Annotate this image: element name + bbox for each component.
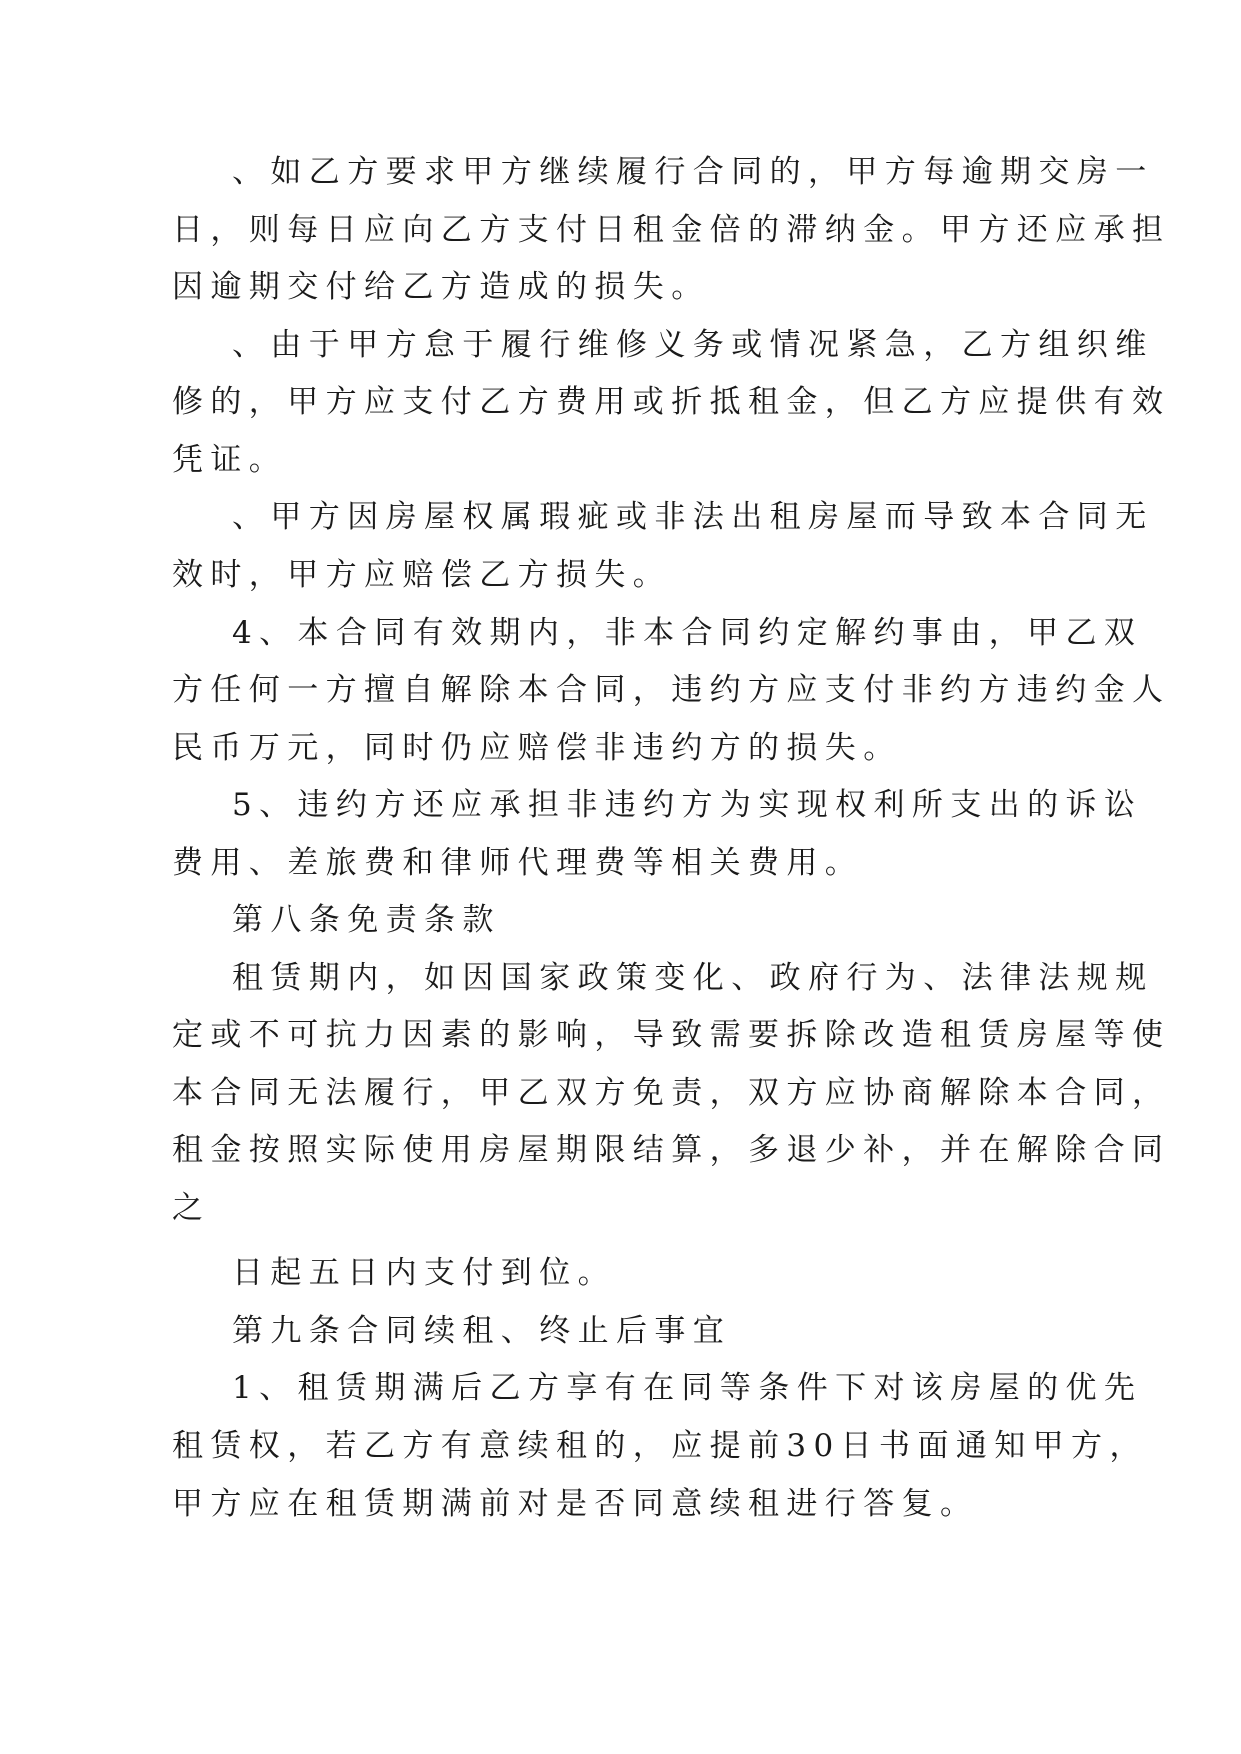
text-line: 租赁期内，如因国家政策变化、政府行为、法律法规规	[232, 960, 1154, 996]
text-line: 因逾期交付给乙方造成的损失。	[172, 269, 710, 305]
text-line: 方任何一方擅自解除本合同，违约方应支付非约方违约金人	[172, 672, 1171, 708]
text-line: 、甲方因房屋权属瑕疵或非法出租房屋而导致本合同无	[232, 499, 1154, 535]
text-line: 、如乙方要求甲方继续履行合同的，甲方每逾期交房一	[232, 154, 1154, 190]
text-line: 日起五日内支付到位。	[232, 1255, 616, 1291]
section-heading: 第九条合同续租、终止后事宜	[232, 1313, 732, 1349]
text-line: 1、租赁期满后乙方享有在同等条件下对该房屋的优先	[232, 1370, 1143, 1406]
text-line: 民币万元，同时仍应赔偿非违约方的损失。	[172, 730, 902, 766]
text-line: 定或不可抗力因素的影响，导致需要拆除改造租赁房屋等使	[172, 1017, 1171, 1053]
text-line: 5、违约方还应承担非违约方为实现权利所支出的诉讼	[232, 787, 1143, 823]
text-line: 凭证。	[172, 442, 288, 478]
section-heading: 第八条免责条款	[232, 902, 501, 938]
text-line: 租金按照实际使用房屋期限结算，多退少补，并在解除合同	[172, 1132, 1171, 1168]
text-line: 本合同无法履行，甲乙双方免责，双方应协商解除本合同，	[172, 1075, 1171, 1111]
text-line: 、由于甲方怠于履行维修义务或情况紧急，乙方组织维	[232, 327, 1154, 363]
text-line: 费用、差旅费和律师代理费等相关费用。	[172, 845, 864, 881]
text-line: 4、本合同有效期内，非本合同约定解约事由，甲乙双	[232, 615, 1143, 651]
text-line: 甲方应在租赁期满前对是否同意续租进行答复。	[172, 1486, 979, 1522]
text-line: 效时，甲方应赔偿乙方损失。	[172, 557, 672, 593]
text-line: 之	[172, 1190, 211, 1226]
text-line: 日，则每日应向乙方支付日租金倍的滞纳金。甲方还应承担	[172, 212, 1171, 248]
text-line: 租赁权，若乙方有意续租的，应提前30日书面通知甲方，	[172, 1428, 1148, 1464]
text-line: 修的，甲方应支付乙方费用或折抵租金，但乙方应提供有效	[172, 384, 1171, 420]
